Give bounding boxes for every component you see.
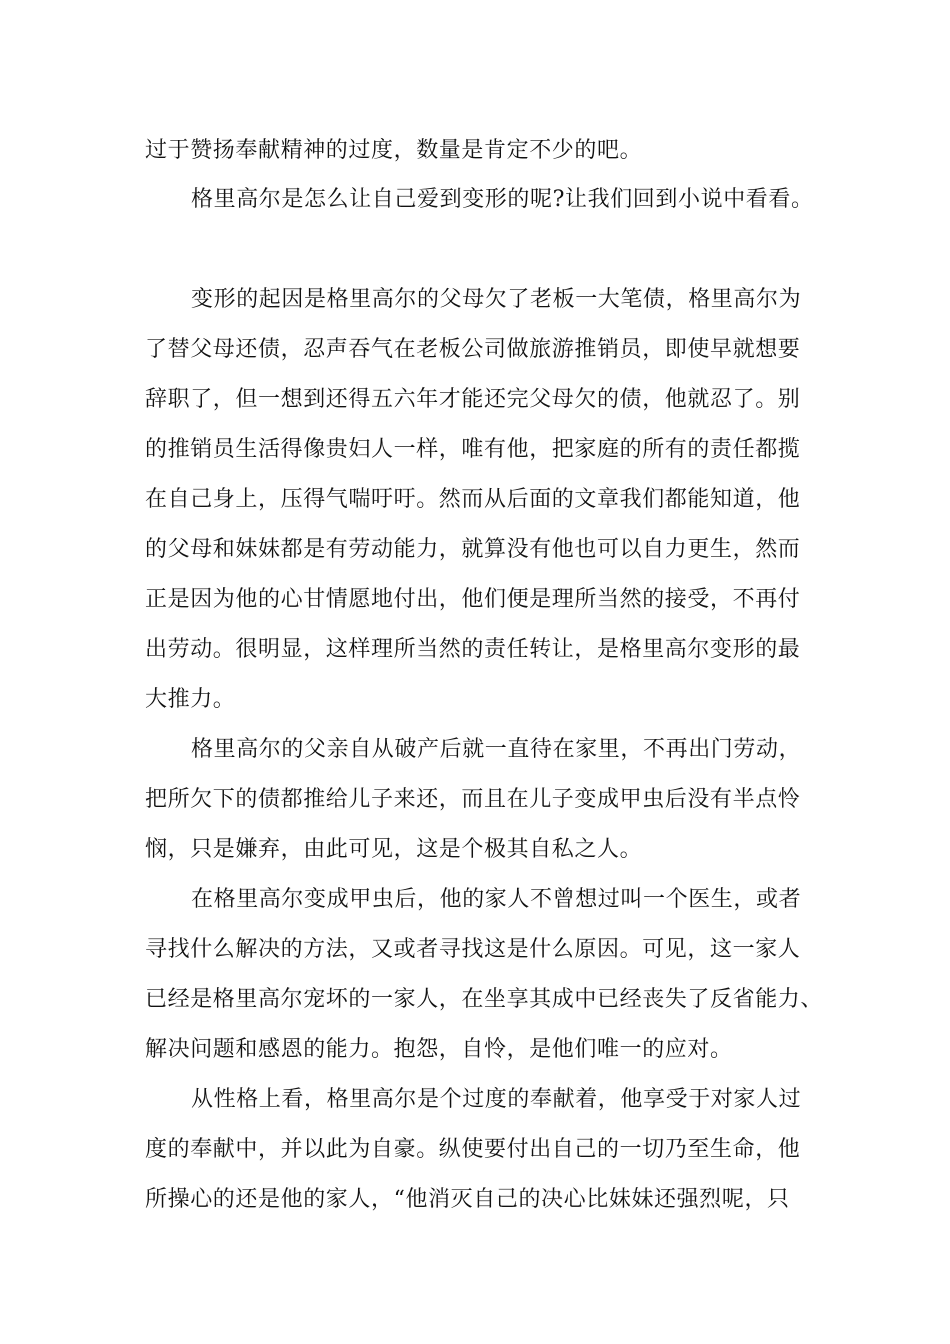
paragraph-line: 在自己身上，压得气喘吁吁。然而从后面的文章我们都能知道，他 <box>145 487 801 512</box>
paragraph-line: 所操心的还是他的家人，“他消灭自己的决心比妹妹还强烈呢，只 <box>145 1187 790 1212</box>
paragraph-line: 在格里高尔变成甲虫后，他的家人不曾想过叫一个医生，或者 <box>191 887 802 912</box>
paragraph-line: 辞职了，但一想到还得五六年才能还完父母欠的债，他就忍了。别 <box>145 387 801 412</box>
paragraph-line: 的推销员生活得像贵妇人一样，唯有他，把家庭的所有的责任都揽 <box>145 437 801 462</box>
paragraph-line: 过于赞扬奉献精神的过度，数量是肯定不少的吧。 <box>145 138 643 163</box>
paragraph-line: 从性格上看，格里高尔是个过度的奉献着，他享受于对家人过 <box>191 1087 802 1112</box>
paragraph-line: 悯，只是嫌弃，由此可见，这是个极其自私之人。 <box>145 837 643 862</box>
paragraph-line: 变形的起因是格里高尔的父母欠了老板一大笔债，格里高尔为 <box>191 287 802 312</box>
paragraph-line: 已经是格里高尔宠坏的一家人，在坐享其成中已经丧失了反省能力、 <box>145 987 824 1012</box>
paragraph-line: 度的奉献中，并以此为自豪。纵使要付出自己的一切乃至生命，他 <box>145 1137 801 1162</box>
paragraph-line: 把所欠下的债都推给儿子来还，而且在儿子变成甲虫后没有半点怜 <box>145 787 801 812</box>
paragraph-line: 大推力。 <box>145 687 236 712</box>
paragraph-line: 了替父母还债，忍声吞气在老板公司做旅游推销员，即使早就想要 <box>145 337 801 362</box>
paragraph-line: 寻找什么解决的方法，又或者寻找这是什么原因。可见，这一家人 <box>145 937 801 962</box>
paragraph-line: 正是因为他的心甘情愿地付出，他们便是理所当然的接受，不再付 <box>145 587 801 612</box>
paragraph-line: 格里高尔的父亲自从破产后就一直待在家里，不再出门劳动， <box>191 737 802 762</box>
paragraph-line: 出劳动。很明显，这样理所当然的责任转让，是格里高尔变形的最 <box>145 637 801 662</box>
paragraph-line: 解决问题和感恩的能力。抱怨，自怜，是他们唯一的应对。 <box>145 1037 733 1062</box>
paragraph-line: 的父母和妹妹都是有劳动能力，就算没有他也可以自力更生，然而 <box>145 537 801 562</box>
paragraph-line: 格里高尔是怎么让自己爱到变形的呢?让我们回到小说中看看。 <box>191 187 814 212</box>
